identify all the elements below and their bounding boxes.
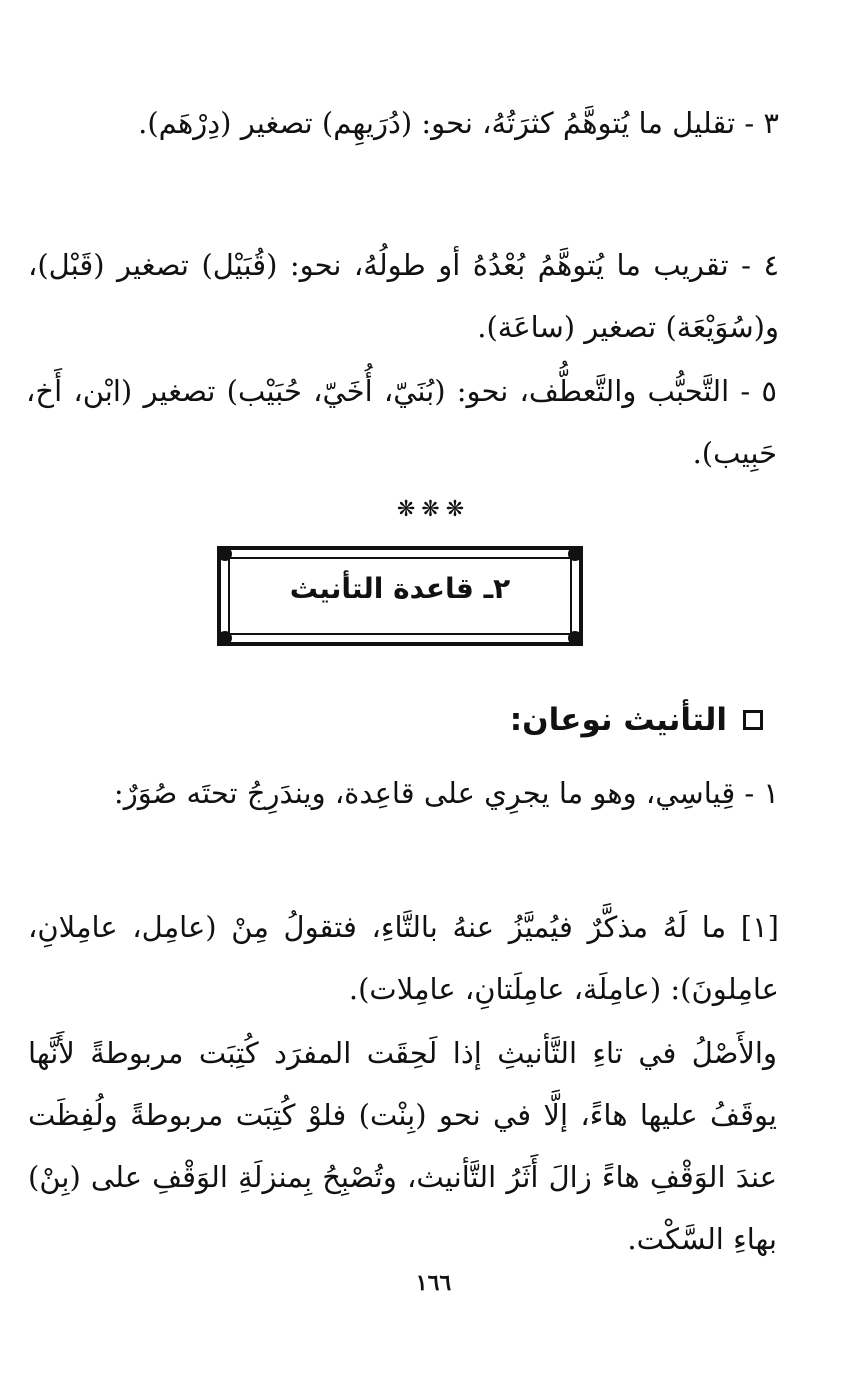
corner-ornament-icon xyxy=(218,631,232,645)
paragraph-qiyasi: ١ - قِياسِي، وهو ما يجرِي على قاعِدة، ويندَرِجُ تحتَه صُوَرٌ: xyxy=(113,776,779,810)
corner-ornament-icon xyxy=(218,547,232,561)
section-heading: التأنيث نوعان: xyxy=(509,702,727,738)
paragraph-diminutive-4: ٤ - تقريب ما يُتوهَّمُ بُعْدُهُ أو طولُهُ، نحو: (قُبَيْل) تصغير (قَبْل)، و(سُوَيْعَة) تصغير (ساعَة). xyxy=(28,248,780,344)
chapter-title-frame xyxy=(217,546,583,646)
page-number: ١٦٦ xyxy=(415,1270,452,1296)
paragraph-ta-marbuta: والأَصْلُ في تاءِ التَّأنيثِ إذا لَحِقَت المفرَد كُتِبَت مربوطةً لأَنَّها يوقَفُ عليها هاءً، إلَّا في نحو (بِنْت) فلوْ كُتِبَت مربوطةً ولُفِظَت عندَ الوَقْفِ هاءً زالَ أَثَرُ التَّأنيث، وتُصْبِحُ بِمنزلَةِ الوَقْفِ على (بِنْ) بهاءِ السَّكْت. xyxy=(28,1036,777,1256)
corner-ornament-icon xyxy=(568,547,582,561)
section-ornament: ❋❋❋ xyxy=(396,497,471,522)
paragraph-rule-1: [١] ما لَهُ مذكَّرٌ فيُميَّزُ عنهُ بالتَّاءِ، فتقولُ مِنْ (عامِل، عامِلانِ، عامِلونَ): (عامِلَة، عامِلَتانِ، عامِلات). xyxy=(28,910,779,1006)
corner-ornament-icon xyxy=(568,631,582,645)
chapter-title: ٢ـ قاعدة التأنيث xyxy=(289,572,511,605)
square-bullet-icon xyxy=(743,710,763,730)
paragraph-diminutive-5: ٥ - التَّحبُّب والتَّعطُّف، نحو: (بُنَيّ، أُخَيّ، حُبَيْب) تصغير (ابْن، أَخ، حَبِيب). xyxy=(26,374,777,470)
paragraph-diminutive-3: ٣ - تقليل ما يُتوهَّمُ كثرَتُهُ، نحو: (دُرَيهِم) تصغير (دِرْهَم). xyxy=(138,106,779,140)
